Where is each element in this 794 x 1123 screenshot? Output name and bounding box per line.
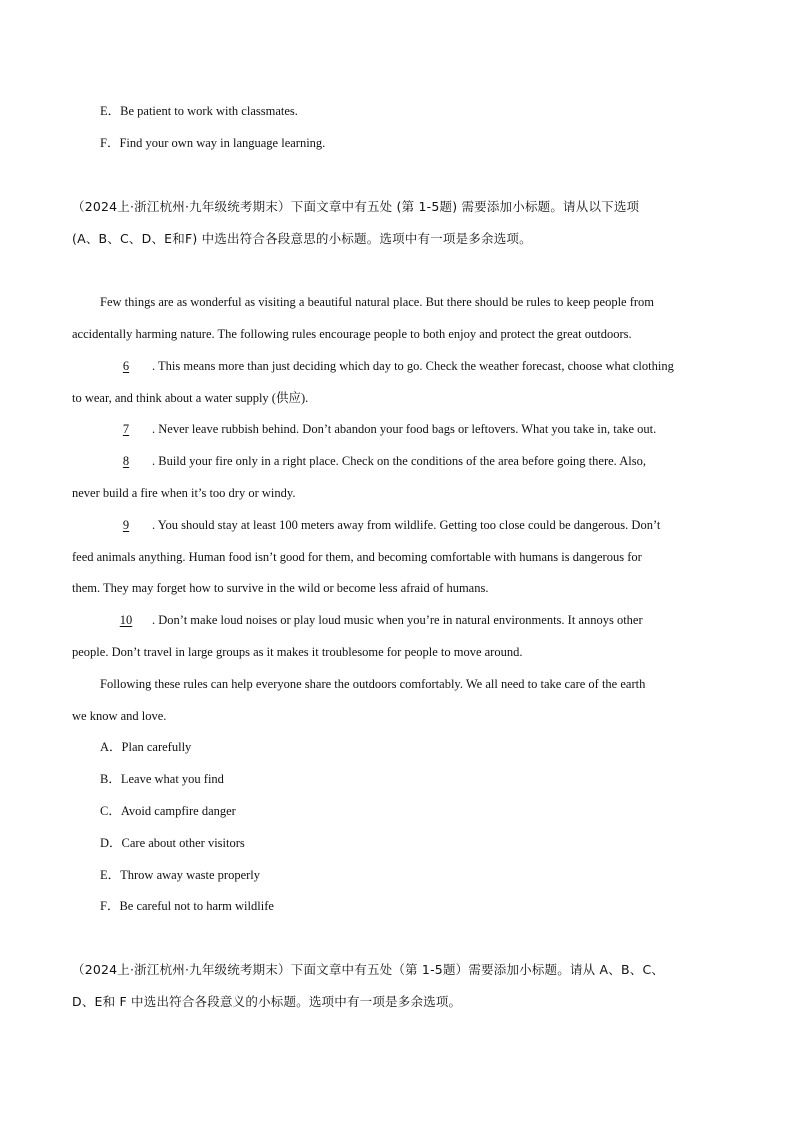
question-instruction-line1: （2024上·浙江杭州·九年级统考期末）下面文章中有五处 (第 1-5题) 需要添加小标题。请从以下选项	[72, 199, 640, 214]
passage-intro-line2: accidentally harming nature. The following rules encourage people to both enjoy and protect the great outdoors.	[72, 327, 632, 341]
paragraph-8-text: . Build your fire only in a right place. Check on the conditions of the area before going there. Also,	[152, 454, 646, 468]
prev-option-f: F．Find your own way in language learning.	[100, 136, 326, 150]
closing-line1: Following these rules can help everyone share the outdoors comfortably. We all need to take care of the earth	[100, 677, 646, 691]
paragraph-9-line3: them. They may forget how to survive in the wild or become less afraid of humans.	[72, 581, 489, 595]
prev-option-e: E．Be patient to work with classmates.	[100, 104, 298, 118]
paragraph-6-line1	[100, 358, 674, 374]
question-instruction-line2: (A、B、C、D、E和F) 中选出符合各段意思的小标题。选项中有一项是多余选项。	[72, 231, 532, 246]
paragraph-8-line2: never build a fire when it’s too dry or windy.	[72, 486, 296, 500]
next-question-instruction-line2: D、E和 F 中选出符合各段意义的小标题。选项中有一项是多余选项。	[72, 994, 462, 1009]
answer-blank-9[interactable]: 9	[122, 518, 130, 532]
option-b: B．Leave what you find	[100, 772, 224, 786]
passage-intro-line1: Few things are as wonderful as visiting a beautiful natural place. But there should be rules to keep people from	[100, 295, 655, 309]
paragraph-10-line2: people. Don’t travel in large groups as it makes it troublesome for people to move around.	[72, 645, 523, 659]
answer-blank-7[interactable]: 7	[122, 422, 130, 436]
option-e: E．Throw away waste properly	[100, 868, 261, 882]
paragraph-10-text: . Don’t make loud noises or play loud music when you’re in natural environments. It annoys other	[152, 613, 643, 627]
option-a: A．Plan carefully	[100, 740, 192, 754]
answer-blank-10[interactable]: 10	[119, 613, 133, 627]
paragraph-9-line2: feed animals anything. Human food isn’t good for them, and becoming comfortable with humans is dangerous for	[72, 550, 642, 564]
option-c: C．Avoid campfire danger	[100, 804, 236, 818]
paragraph-6-line2: to wear, and think about a water supply (供应).	[72, 391, 309, 405]
paragraph-9-line1	[100, 517, 660, 533]
paragraph-7-text: . Never leave rubbish behind. Don’t abandon your food bags or leftovers. What you take in, take out.	[152, 422, 657, 436]
option-d: D．Care about other visitors	[100, 836, 245, 850]
option-f: F．Be careful not to harm wildlife	[100, 899, 274, 913]
paragraph-9-text: . You should stay at least 100 meters away from wildlife. Getting too close could be dangerous. Don’t	[152, 518, 661, 532]
next-question-instruction-line1: （2024上·浙江杭州·九年级统考期末）下面文章中有五处（第 1-5题）需要添加小标题。请从 A、B、C、	[72, 962, 665, 977]
paragraph-7-line1	[100, 421, 656, 437]
paragraph-8-line1	[100, 453, 646, 469]
closing-line2: we know and love.	[72, 709, 167, 723]
paragraph-6-text: . This means more than just deciding which day to go. Check the weather forecast, choose what clothing	[152, 359, 674, 373]
answer-blank-6[interactable]: 6	[122, 359, 130, 373]
answer-blank-8[interactable]: 8	[122, 454, 130, 468]
paragraph-10-line1	[100, 612, 643, 628]
